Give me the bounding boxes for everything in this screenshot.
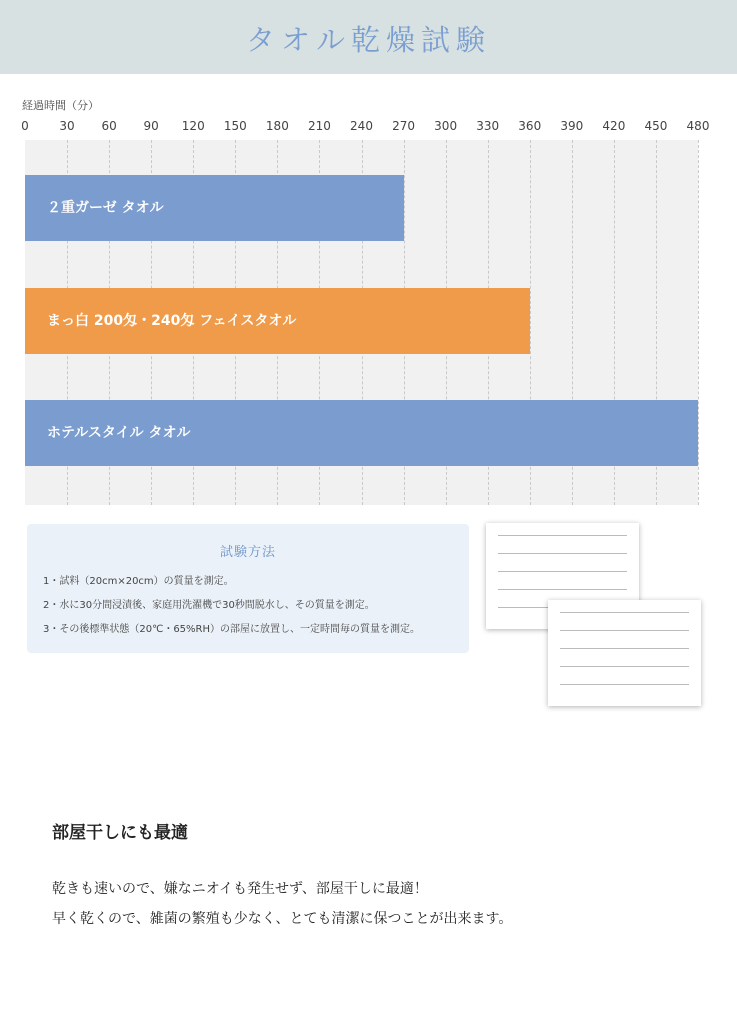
method-step: 3・その後標準状態（20℃・65%RH）の部屋に放置し、一定時間毎の質量を測定。 <box>43 624 421 635</box>
gridline <box>698 140 699 505</box>
x-tick-label: 30 <box>59 119 75 133</box>
x-tick-label: 480 <box>686 119 710 133</box>
x-tick-label: 360 <box>518 119 542 133</box>
x-tick-label: 150 <box>223 119 247 133</box>
bar: ホテルスタイル タオル <box>25 400 698 466</box>
x-tick-label: 450 <box>644 119 668 133</box>
test-method-box <box>27 524 469 653</box>
plot-area <box>25 140 698 505</box>
section-text: 乾きも速いので、嫌なニオイも発生せず、部屋干しに最適！ <box>52 881 428 897</box>
x-tick-label: 330 <box>476 119 500 133</box>
x-tick-label: 300 <box>434 119 458 133</box>
x-tick-label: 390 <box>560 119 584 133</box>
method-step: 1・試料（20cm×20cm）の質量を測定。 <box>43 576 234 587</box>
method-title: 試験方法 <box>219 545 276 560</box>
bar: ２重ガーゼ タオル <box>25 175 404 241</box>
x-tick-label: 240 <box>350 119 373 133</box>
x-tick-label: 60 <box>101 119 117 133</box>
section-title: 部屋干しにも最適 <box>52 823 188 843</box>
x-tick-label: 120 <box>181 119 205 133</box>
header <box>0 0 737 74</box>
page-title: タオル乾燥試験 <box>245 23 491 57</box>
x-tick-label: 270 <box>392 119 416 133</box>
x-tick-label: 0 <box>21 119 29 133</box>
x-tick-label: 180 <box>265 119 289 133</box>
x-tick-label: 210 <box>307 119 331 133</box>
x-axis-label: 経過時間（分） <box>22 99 99 112</box>
x-tick-label: 90 <box>143 119 159 133</box>
x-tick-label: 420 <box>602 119 626 133</box>
section-text: 早く乾くので、雑菌の繁殖も少なく、とても清潔に保つことが出来ます。 <box>52 911 513 927</box>
test-report-image <box>548 600 701 706</box>
method-step: 2・水に30分間浸漬後、家庭用洗濯機で30秒間脱水し、その質量を測定。 <box>43 600 375 611</box>
bar: まっ白 200匁・240匁 フェイスタオル <box>25 288 530 354</box>
